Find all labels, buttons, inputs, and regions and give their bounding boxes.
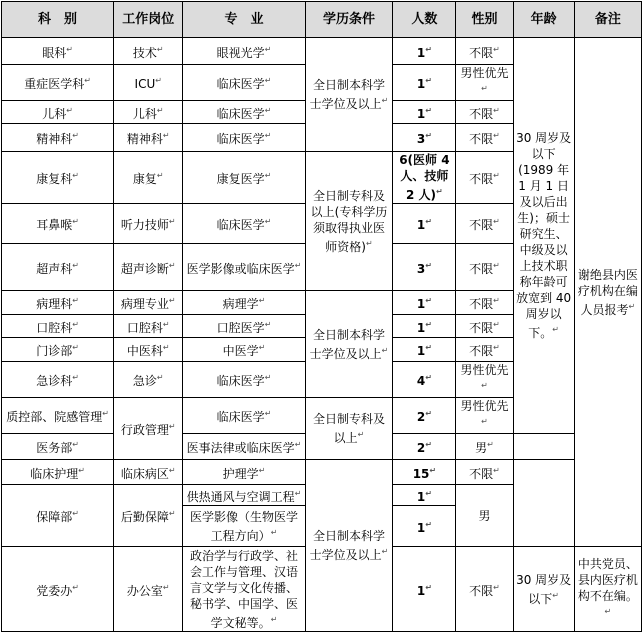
gender-cell: 男性优先 ↵ xyxy=(456,362,513,398)
dept-cell: 康复科 ↵ xyxy=(2,152,114,204)
count-cell: 3 ↵ xyxy=(393,244,456,291)
post-cell: 中医科 ↵ xyxy=(114,338,183,362)
major-cell: 中医学 ↵ xyxy=(183,338,305,362)
header-count: 人数 xyxy=(393,2,456,38)
post-cell: 儿科 ↵ xyxy=(114,101,183,124)
dept-cell: 精神科 ↵ xyxy=(2,124,114,152)
count-cell: 3 ↵ xyxy=(393,124,456,152)
dept-cell: 临床护理 ↵ xyxy=(2,460,114,485)
count-cell: 1 ↵ xyxy=(393,506,456,547)
major-cell: 供热通风与空调工程 ↵ xyxy=(183,485,305,506)
dept-cell: 党委办 ↵ xyxy=(2,547,114,632)
post-cell: 超声诊断 ↵ xyxy=(114,244,183,291)
gender-cell: 不限 ↵ xyxy=(456,291,513,315)
age-cell-party: 30 周岁及以下 ↵ xyxy=(513,547,574,632)
dept-cell: 重症医学科 ↵ xyxy=(2,65,114,101)
count-cell: 1 ↵ xyxy=(393,291,456,315)
header-dept: 科 别 xyxy=(2,2,114,38)
major-cell: 政治学与行政学、社会工作与管理、汉语言文学与文化传播、秘书学、中国学、医学文秘等。 ↵ xyxy=(183,547,305,632)
post-cell: 临床病区 ↵ xyxy=(114,460,183,485)
header-post: 工作岗位 xyxy=(114,2,183,38)
table-row xyxy=(2,38,642,65)
count-cell: 1 ↵ xyxy=(393,204,456,244)
major-cell: 临床医学 ↵ xyxy=(183,101,305,124)
count-cell: 1 ↵ xyxy=(393,485,456,506)
dept-cell: 医务部 ↵ xyxy=(2,434,114,460)
gender-cell: 不限 ↵ xyxy=(456,547,513,632)
gender-cell: 不限 ↵ xyxy=(456,101,513,124)
education-cell: 全日制本科学士学位及以上 ↵ xyxy=(305,460,393,632)
header-major: 专 业 xyxy=(183,2,305,38)
gender-cell: 男性优先 ↵ xyxy=(456,65,513,101)
post-cell: ICU ↵ xyxy=(114,65,183,101)
dept-cell: 急诊科 ↵ xyxy=(2,362,114,398)
dept-cell: 超声科 ↵ xyxy=(2,244,114,291)
gender-cell: 不限 ↵ xyxy=(456,152,513,204)
major-cell: 康复医学 ↵ xyxy=(183,152,305,204)
major-cell: 医学影像（生物医学工程方向） ↵ xyxy=(183,506,305,547)
major-cell: 临床医学 ↵ xyxy=(183,362,305,398)
gender-cell: 不限 ↵ xyxy=(456,460,513,485)
dept-cell: 门诊部 ↵ xyxy=(2,338,114,362)
post-cell: 精神科 ↵ xyxy=(114,124,183,152)
post-cell: 急诊 ↵ xyxy=(114,362,183,398)
major-cell: 护理学 ↵ xyxy=(183,460,305,485)
gender-cell: 不限 ↵ xyxy=(456,38,513,65)
education-cell: 全日制专科及以上 ↵ xyxy=(305,398,393,460)
count-cell: 1 ↵ xyxy=(393,315,456,338)
recruitment-table xyxy=(1,1,642,632)
header-education: 学历条件 xyxy=(305,2,393,38)
major-cell: 口腔医学 ↵ xyxy=(183,315,305,338)
gender-cell: 男性优先 ↵ xyxy=(456,398,513,434)
major-cell: 临床医学 ↵ xyxy=(183,65,305,101)
education-cell: 全日制本科学士学位及以上 ↵ xyxy=(305,291,393,398)
count-cell: 4 ↵ xyxy=(393,362,456,398)
major-cell: 临床医学 ↵ xyxy=(183,204,305,244)
count-cell: 6(医师 4 人、技师 2 人) ↵ xyxy=(393,152,456,204)
post-cell: 技术 ↵ xyxy=(114,38,183,65)
remark-cell: 谢绝县内医疗机构在编人员报考 ↵ xyxy=(574,38,641,547)
header-age: 年龄 xyxy=(513,2,574,38)
count-cell: 2 ↵ xyxy=(393,398,456,434)
age-cell: 30 周岁及以下(1989 年 1 月 1 日及以后出生)；硕士研究生、中级及以上技术职称年龄可放宽到 40 周岁以下。 ↵ xyxy=(513,38,574,434)
post-cell: 病理专业 ↵ xyxy=(114,291,183,315)
gender-cell: 不限 ↵ xyxy=(456,315,513,338)
count-cell: 1 ↵ xyxy=(393,547,456,632)
major-cell: 病理学 ↵ xyxy=(183,291,305,315)
dept-cell: 耳鼻喉 ↵ xyxy=(2,204,114,244)
major-cell: 临床医学 ↵ xyxy=(183,124,305,152)
count-cell: 1 ↵ xyxy=(393,38,456,65)
header-remark: 备注 xyxy=(574,2,641,38)
dept-cell: 口腔科 ↵ xyxy=(2,315,114,338)
gender-cell: 不限 ↵ xyxy=(456,338,513,362)
major-cell: 临床医学 ↵ xyxy=(183,398,305,434)
post-cell: 听力技师 ↵ xyxy=(114,204,183,244)
major-cell: 医学影像或临床医学 ↵ xyxy=(183,244,305,291)
education-cell: 全日制专科及以上(专科学历须取得执业医师资格) ↵ xyxy=(305,152,393,291)
header-row xyxy=(2,2,642,38)
dept-cell: 质控部、院感管理 ↵ xyxy=(2,398,114,434)
post-cell: 办公室 ↵ xyxy=(114,547,183,632)
gender-cell: 不限 ↵ xyxy=(456,204,513,244)
gender-cell: 不限 ↵ xyxy=(456,244,513,291)
count-cell: 1 ↵ xyxy=(393,65,456,101)
post-cell: 后勤保障 ↵ xyxy=(114,485,183,547)
post-cell: 康复 ↵ xyxy=(114,152,183,204)
gender-cell: 不限 ↵ xyxy=(456,124,513,152)
major-cell: 眼视光学 ↵ xyxy=(183,38,305,65)
remark-cell-party: 中共党员、县内医疗机构不在编。 ↵ xyxy=(574,547,641,632)
gender-cell: 男 xyxy=(456,485,513,547)
table-row xyxy=(2,460,642,485)
post-cell: 行政管理 ↵ xyxy=(114,398,183,460)
count-cell: 15 ↵ xyxy=(393,460,456,485)
count-cell: 2 ↵ xyxy=(393,434,456,460)
gender-cell: 男 ↵ xyxy=(456,434,513,460)
dept-cell: 儿科 ↵ xyxy=(2,101,114,124)
header-gender: 性别 xyxy=(456,2,513,38)
age-cell-empty xyxy=(513,460,574,547)
dept-cell: 眼科 ↵ xyxy=(2,38,114,65)
dept-cell: 病理科 ↵ xyxy=(2,291,114,315)
education-cell: 全日制本科学士学位及以上 ↵ xyxy=(305,38,393,152)
major-cell: 医事法律或临床医学 ↵ xyxy=(183,434,305,460)
dept-cell: 保障部 ↵ xyxy=(2,485,114,547)
count-cell: 1 ↵ xyxy=(393,338,456,362)
count-cell: 1 ↵ xyxy=(393,101,456,124)
post-cell: 口腔科 ↵ xyxy=(114,315,183,338)
